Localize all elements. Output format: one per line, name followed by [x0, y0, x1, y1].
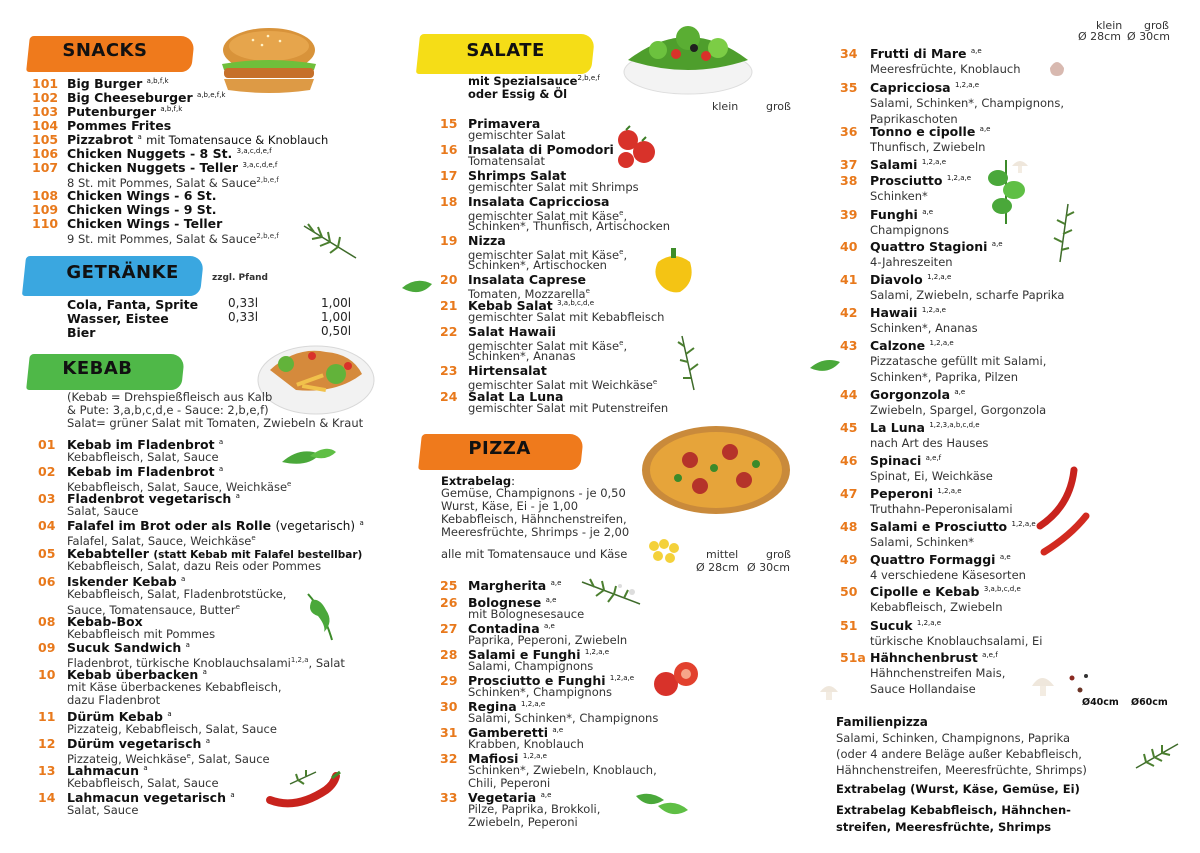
pizza-name: Regina $^{1,2,a,e}$ [468, 699, 546, 714]
pizza-number: 50 [840, 584, 858, 599]
kebab-desc-2: Sauce, Tomatensauce, Butter$^e$ [67, 602, 240, 617]
pizza-name: Spinaci $^{a,e,f}$ [870, 453, 942, 468]
kebab-desc: Kebabfleisch, Salat, dazu Reis oder Pommes [67, 559, 322, 573]
pizza-desc: Schinken* [870, 189, 928, 203]
family-line-3: Hähnchenstreifen, Meeresfrüchte, Shrimps) [836, 763, 1087, 777]
pizza-desc: Thunfisch, Zwiebeln [870, 140, 986, 154]
pizza-desc: Kebabfleisch, Zwiebeln [870, 600, 1003, 614]
salad-name: Insalata di Pomodori [468, 142, 614, 157]
kebab-intro-3: Salat= grüner Salat mit Tomaten, Zwiebeln & Kraut [67, 416, 364, 430]
pizza-number: 40 [840, 239, 858, 254]
kebab-name: Kebabteller (statt Kebab mit Falafel bestellbar) [67, 546, 363, 561]
rosemary-icon-right [1050, 202, 1076, 264]
pizza-number: 51 [840, 618, 858, 633]
pizza-large-size: Ø 30cm [747, 561, 790, 574]
family-extra-2b: streifen, Meeresfrüchte, Shrimps [836, 820, 1052, 834]
kebab-number: 03 [38, 491, 56, 506]
drinks-pfand-note: zzgl. Pfand [212, 273, 268, 283]
salad-desc: gemischter Salat [468, 128, 566, 142]
pizza-banner [418, 434, 584, 470]
burger-image [218, 26, 320, 94]
pizza-desc: Salami, Zwiebeln, scharfe Paprika [870, 288, 1065, 302]
pizza-number: 30 [440, 699, 458, 714]
drink-large-size: 1,00l [321, 310, 352, 324]
kebab-desc: Falafel, Salat, Sauce, Weichkäse$^e$ [67, 533, 256, 548]
kebab-name: Lahmacun $^a$ [67, 763, 148, 778]
kebab-number: 08 [38, 614, 56, 629]
salad-name: Insalata Caprese [468, 272, 587, 287]
pizza-desc-2: Schinken*, Paprika, Pilzen [870, 370, 1019, 384]
kebab-name: Fladenbrot vegetarisch $^a$ [67, 491, 240, 506]
pizza-extra-line-1: Gemüse, Champignons - je 0,50 [441, 486, 626, 500]
pizza-tomato-note: alle mit Tomatensauce und Käse [441, 547, 628, 561]
pizza-name: Calzone $^{1,2,a,e}$ [870, 338, 954, 353]
rosemary-icon-bottom [1134, 742, 1180, 770]
pizza-title: PIZZA [468, 438, 531, 459]
kebab-desc: Pizzateig, Weichkäse$^e$, Salat, Sauce [67, 751, 270, 766]
leaf-icon-3 [808, 356, 842, 376]
salad-number: 16 [440, 142, 458, 157]
snack-name: Chicken Nuggets - Teller $^{3,a,c,d,e,f}$ [67, 160, 278, 175]
pizza-extra-line-4: Meeresfrüchte, Shrimps - je 2,00 [441, 525, 630, 539]
drink-small-size: 0,33l [228, 310, 259, 324]
pizza-mid-size: Ø 28cm [696, 561, 739, 574]
family-extra-1: Extrabelag (Wurst, Käse, Gemüse, Ei) [836, 782, 1080, 796]
kebab-desc: Salat, Sauce [67, 504, 139, 518]
pizza-image [640, 424, 792, 516]
pizza-desc: Schinken*, Ananas [870, 321, 978, 335]
pizza-number: 31 [440, 725, 458, 740]
pizza-number: 51a [840, 650, 866, 665]
pizza-number: 49 [840, 552, 858, 567]
snacks-title: SNACKS [62, 40, 148, 61]
pizza-name: Frutti di Mare $^{a,e}$ [870, 46, 982, 61]
salate-col-small: klein [712, 100, 739, 113]
pizza-desc: Salami, Champignons [468, 659, 594, 673]
snack-name: Putenburger $^{a,b,f,k}$ [67, 104, 183, 119]
pizza-extra-title: Extrabelag: [441, 474, 516, 488]
pizza-desc: Spinat, Ei, Weichkäse [870, 469, 993, 483]
pizza-number: 41 [840, 272, 858, 287]
pizza-name: Salami $^{1,2,a,e}$ [870, 157, 947, 172]
pizza-name: Margherita $^{a,e}$ [468, 578, 562, 593]
pizza-number: 39 [840, 207, 858, 222]
yellow-pepper-image [650, 246, 698, 296]
snack-number: 108 [32, 188, 59, 203]
kebab-number: 01 [38, 437, 56, 452]
kebab-desc: Kebabfleisch, Salat, Sauce [67, 450, 219, 464]
pizza-number: 44 [840, 387, 858, 402]
kebab-name: Kebab im Fladenbrot $^a$ [67, 464, 224, 479]
pizza-name: Mafiosi $^{1,2,a,e}$ [468, 751, 547, 766]
salad-name: Shrimps Salat [468, 168, 567, 183]
snack-number: 109 [32, 202, 59, 217]
snack-name: Chicken Wings - 6 St. [67, 188, 217, 203]
pizza-number: 37 [840, 157, 858, 172]
pizza-desc: Pilze, Paprika, Brokkoli, [468, 802, 601, 816]
pizza-desc: Truthahn-Peperonisalami [870, 502, 1013, 516]
pizza-name: Quattro Formaggi $^{a,e}$ [870, 552, 1011, 567]
kebab-name: Kebab im Fladenbrot $^a$ [67, 437, 224, 452]
pizza-desc: 4 verschiedene Käsesorten [870, 568, 1026, 582]
snack-name: Big Burger $^{a,b,f,k}$ [67, 76, 169, 91]
snack-number: 102 [32, 90, 59, 105]
kebab-desc: Salat, Sauce [67, 803, 139, 817]
snack-number: 110 [32, 216, 59, 231]
mushroom-icon [1010, 156, 1030, 176]
pizza-number: 26 [440, 595, 458, 610]
pizza-desc: Zwiebeln, Spargel, Gorgonzola [870, 403, 1047, 417]
salad-desc: gemischter Salat mit Weichkäse$^e$ [468, 377, 658, 392]
kebab-number: 05 [38, 546, 56, 561]
pizza-name: Tonno e cipolle $^{a,e}$ [870, 124, 991, 139]
snack-number: 106 [32, 146, 59, 161]
pizza-name: Sucuk $^{1,2,a,e}$ [870, 618, 942, 633]
pizza-desc: mit Bolognesesauce [468, 607, 585, 621]
kebab-name: Falafel im Brot oder als Rolle (vegetarisch) $^a$ [67, 518, 364, 533]
pizza-number: 36 [840, 124, 858, 139]
snack-number: 104 [32, 118, 59, 133]
pizza2-small-size: Ø 28cm [1078, 30, 1121, 43]
kebab-number: 14 [38, 790, 56, 805]
kebab-name: Sucuk Sandwich $^a$ [67, 640, 190, 655]
pizza-desc: Salami, Schinken* [870, 535, 975, 549]
pizza-number: 45 [840, 420, 858, 435]
salad-name: Salat La Luna [468, 389, 564, 404]
pizza-name: Funghi $^{a,e}$ [870, 207, 934, 222]
pizza-number: 35 [840, 80, 858, 95]
kebab-plate-image [256, 334, 376, 416]
family-title: Familienpizza [836, 715, 928, 729]
salad-number: 24 [440, 389, 458, 404]
kebab-intro-2: & Pute: 3,a,b,c,d,e - Sauce: 2,b,e,f) [67, 403, 269, 417]
pizza-name: Vegetaria $^{a,e}$ [468, 790, 552, 805]
salad-desc: Tomatensalat [468, 154, 546, 168]
salad-desc: Tomaten, Mozzarella$^e$ [468, 286, 590, 301]
salad-desc: gemischter Salat mit Putenstreifen [468, 401, 669, 415]
drink-small-size: 0,33l [228, 296, 259, 310]
pizza-desc: Salami, Schinken*, Champignons, [870, 96, 1064, 110]
kebab-desc: mit Käse überbackenes Kebabfleisch, [67, 680, 282, 694]
mushroom-icon-2 [818, 680, 840, 702]
pizza-number: 32 [440, 751, 458, 766]
snack-number: 105 [32, 132, 59, 147]
salad-number: 20 [440, 272, 458, 287]
kebab-number: 11 [38, 709, 56, 724]
kebab-name: Kebab-Box [67, 614, 143, 629]
pizza-name: Capricciosa $^{1,2,a,e}$ [870, 80, 980, 95]
pizza-name: Peperoni $^{1,2,a,e}$ [870, 486, 962, 501]
salad-bowl-image [618, 20, 758, 100]
snack-number: 103 [32, 104, 59, 119]
family-line-1: Salami, Schinken, Champignons, Paprika [836, 731, 1071, 745]
snack-name: Big Cheeseburger $^{a,b,e,f,k}$ [67, 90, 226, 105]
arugula-icon [304, 592, 336, 642]
salate-col-large: groß [766, 100, 791, 113]
kebab-desc-2: dazu Fladenbrot [67, 693, 161, 707]
pizza-number: 33 [440, 790, 458, 805]
pizza-desc-2: Paprikaschoten [870, 112, 958, 126]
drink-large-size: 1,00l [321, 296, 352, 310]
drink-name: Bier [67, 325, 96, 340]
drink-name: Wasser, Eistee [67, 311, 169, 326]
salad-name: Salat Hawaii [468, 324, 556, 339]
pizza-number: 43 [840, 338, 858, 353]
pizza-name: Cipolle e Kebab $^{3,a,b,c,d,e}$ [870, 584, 1021, 599]
pizza-desc: Hähnchenstreifen Mais, [870, 666, 1006, 680]
salad-desc-2: Schinken*, Thunfisch, Artischocken [468, 219, 670, 233]
salad-desc: gemischter Salat mit Kebabfleisch [468, 310, 665, 324]
kebab-name: Lahmacun vegetarisch $^a$ [67, 790, 235, 805]
family-col-60: Ø60cm [1131, 697, 1168, 708]
kebab-name: Iskender Kebab $^a$ [67, 574, 186, 589]
salate-title: SALATE [466, 40, 545, 61]
snack-desc: 9 St. mit Pommes, Salat & Sauce$^{2,b,e,f}$ [67, 231, 279, 246]
snack-number: 101 [32, 76, 59, 91]
kebab-intro-1: (Kebab = Drehspießfleisch aus Kalb [67, 390, 273, 404]
pizza-number: 48 [840, 519, 858, 534]
pizza-name: Salami e Prosciutto $^{1,2,a,e}$ [870, 519, 1036, 534]
pizza-name: Hähnchenbrust $^{a,e,f}$ [870, 650, 998, 665]
salad-name: Kebab Salat $^{3,a,b,c,d,e}$ [468, 298, 595, 313]
tomatoes-image [610, 122, 662, 172]
basil-icon-bottom [634, 790, 690, 820]
pizza-col-large: groß [766, 548, 791, 561]
kebab-name: Kebab überbacken $^a$ [67, 667, 207, 682]
pizza2-large-size: Ø 30cm [1127, 30, 1170, 43]
kebab-number: 02 [38, 464, 56, 479]
pizza-name: Gorgonzola $^{a,e}$ [870, 387, 966, 402]
pizza-number: 42 [840, 305, 858, 320]
pizza-desc-2: Chili, Peperoni [468, 776, 551, 790]
kebab-title: KEBAB [62, 358, 133, 379]
kebab-desc: Pizzateig, Kebabfleisch, Salat, Sauce [67, 722, 277, 736]
red-chilis-image [1030, 466, 1090, 562]
pizza-name: Quattro Stagioni $^{a,e}$ [870, 239, 1003, 254]
kebab-desc: Kebabfleisch mit Pommes [67, 627, 216, 641]
pizza-desc-2: Zwiebeln, Peperoni [468, 815, 578, 829]
drinks-title: GETRÄNKE [66, 262, 179, 283]
salate-subtitle-1: mit Spezialsauce$^{2,b,e,f}$ [468, 74, 600, 88]
snack-name: Pommes Frites [67, 118, 172, 133]
salad-number: 15 [440, 116, 458, 131]
salad-desc: gemischter Salat mit Shrimps [468, 180, 639, 194]
leaf-icon-2 [400, 276, 434, 298]
kebab-desc: Kebabfleisch, Salat, Fladenbrotstücke, [67, 587, 287, 601]
pizza-desc: Schinken*, Zwiebeln, Knoblauch, [468, 763, 657, 777]
salad-name: Nizza [468, 233, 506, 248]
salad-desc: gemischter Salat mit Käse$^e$, [468, 208, 628, 223]
salad-number: 17 [440, 168, 458, 183]
snack-name: Pizzabrot $^a$ mit Tomatensauce & Knoblauch [67, 132, 329, 147]
pizza-number: 38 [840, 173, 858, 188]
salad-number: 22 [440, 324, 458, 339]
corn-icon [646, 536, 682, 566]
pizza-desc: 4-Jahreszeiten [870, 255, 953, 269]
pizza-name: Bolognese $^{a,e}$ [468, 595, 557, 610]
rosemary-icon [676, 334, 700, 392]
kebab-name: Dürüm Kebab $^a$ [67, 709, 172, 724]
herb-leaf-icon [302, 220, 358, 262]
drinks-banner [22, 256, 204, 296]
pizza-name: Salami e Funghi $^{1,2,a,e}$ [468, 647, 610, 662]
pizza-number: 25 [440, 578, 458, 593]
pizza-number: 29 [440, 673, 458, 688]
salate-subtitle-2: oder Essig & Öl [468, 87, 568, 101]
drink-large-size: 0,50l [321, 324, 352, 338]
pizza-desc: türkische Knoblauchsalami, Ei [870, 634, 1043, 648]
pizza-number: 34 [840, 46, 858, 61]
snack-name: Chicken Nuggets - 8 St. $^{3,a,c,d,e,f}$ [67, 146, 272, 161]
kebab-desc: Kebabfleisch, Salat, Sauce, Weichkäse$^e$ [67, 479, 292, 494]
pizza-extra-line-3: Kebabfleisch, Hähnchenstreifen, [441, 512, 627, 526]
salad-desc: gemischter Salat mit Käse$^e$, [468, 247, 628, 262]
kebab-number: 06 [38, 574, 56, 589]
snacks-banner [26, 36, 195, 72]
family-extra-2a: Extrabelag Kebabfleisch, Hähnchen- [836, 803, 1071, 817]
kebab-name: Dürüm vegetarisch $^a$ [67, 736, 211, 751]
herb-icon-pizza [580, 578, 642, 608]
pizza-desc: Champignons [870, 223, 949, 237]
tomatoes-image-2 [650, 660, 700, 700]
drink-name: Cola, Fanta, Sprite [67, 297, 199, 312]
kebab-number: 10 [38, 667, 56, 682]
pizza2-col-small: klein [1096, 19, 1123, 32]
pizza-name: La Luna $^{1,2,3,a,b,c,d,e}$ [870, 420, 980, 435]
pizza-desc: Pizzatasche gefüllt mit Salami, [870, 354, 1047, 368]
salad-desc: gemischter Salat mit Käse$^e$, [468, 338, 628, 353]
pizza-name: Gamberetti $^{a,e}$ [468, 725, 564, 740]
salad-number: 18 [440, 194, 458, 209]
pizza-name: Contadina $^{a,e}$ [468, 621, 555, 636]
kebab-number: 12 [38, 736, 56, 751]
salad-name: Insalata Capricciosa [468, 194, 610, 209]
kebab-number: 09 [38, 640, 56, 655]
pizza-desc: Paprika, Peperoni, Zwiebeln [468, 633, 628, 647]
family-line-2: (oder 4 andere Beläge außer Kebabfleisch, [836, 747, 1082, 761]
pizza-name: Prosciutto e Funghi $^{1,2,a,e}$ [468, 673, 635, 688]
salad-desc-2: Schinken*, Artischocken [468, 258, 607, 272]
family-col-40: Ø40cm [1082, 697, 1119, 708]
pizza-desc: Schinken*, Champignons [468, 685, 613, 699]
snack-number: 107 [32, 160, 59, 175]
kebab-desc: Kebabfleisch, Salat, Sauce [67, 776, 219, 790]
salad-desc-2: Schinken*, Ananas [468, 349, 576, 363]
pizza-name: Diavolo $^{1,2,a,e}$ [870, 272, 952, 287]
pizza-desc: Salami, Schinken*, Champignons [468, 711, 659, 725]
pizza-number: 46 [840, 453, 858, 468]
pizza-number: 27 [440, 621, 458, 636]
snack-desc: 8 St. mit Pommes, Salat & Sauce$^{2,b,e,f}$ [67, 175, 279, 190]
pizza-number: 47 [840, 486, 858, 501]
kebab-number: 13 [38, 763, 56, 778]
pizza-desc-2: Sauce Hollandaise [870, 682, 976, 696]
garlic-icon [1046, 56, 1068, 78]
pizza-desc: Meeresfrüchte, Knoblauch [870, 62, 1021, 76]
salad-number: 21 [440, 298, 458, 313]
pizza-number: 28 [440, 647, 458, 662]
pizza-name: Hawaii $^{1,2,a,e}$ [870, 305, 946, 320]
pizza-desc: nach Art des Hauses [870, 436, 989, 450]
salad-name: Hirtensalat [468, 363, 547, 378]
snack-name: Chicken Wings - 9 St. [67, 202, 217, 217]
salad-number: 19 [440, 233, 458, 248]
kebab-number: 04 [38, 518, 56, 533]
kebab-banner [26, 354, 185, 390]
pizza-col-mid: mittel [706, 548, 739, 561]
salate-banner [416, 34, 595, 74]
basil-leaf-icon [280, 446, 338, 468]
salad-number: 23 [440, 363, 458, 378]
pizza-desc: Krabben, Knoblauch [468, 737, 584, 751]
pizza-extra-line-2: Wurst, Käse, Ei - je 1,00 [441, 499, 579, 513]
pizza-name: Prosciutto $^{1,2,a,e}$ [870, 173, 972, 188]
pizza2-col-large: groß [1144, 19, 1169, 32]
herb-icon-snacks-bottom [288, 770, 318, 786]
kebab-desc: Fladenbrot, türkische Knoblauchsalami$^{1,2,a}$, Salat [67, 655, 345, 670]
snack-name: Chicken Wings - Teller [67, 216, 223, 231]
salad-name: Primavera [468, 116, 541, 131]
